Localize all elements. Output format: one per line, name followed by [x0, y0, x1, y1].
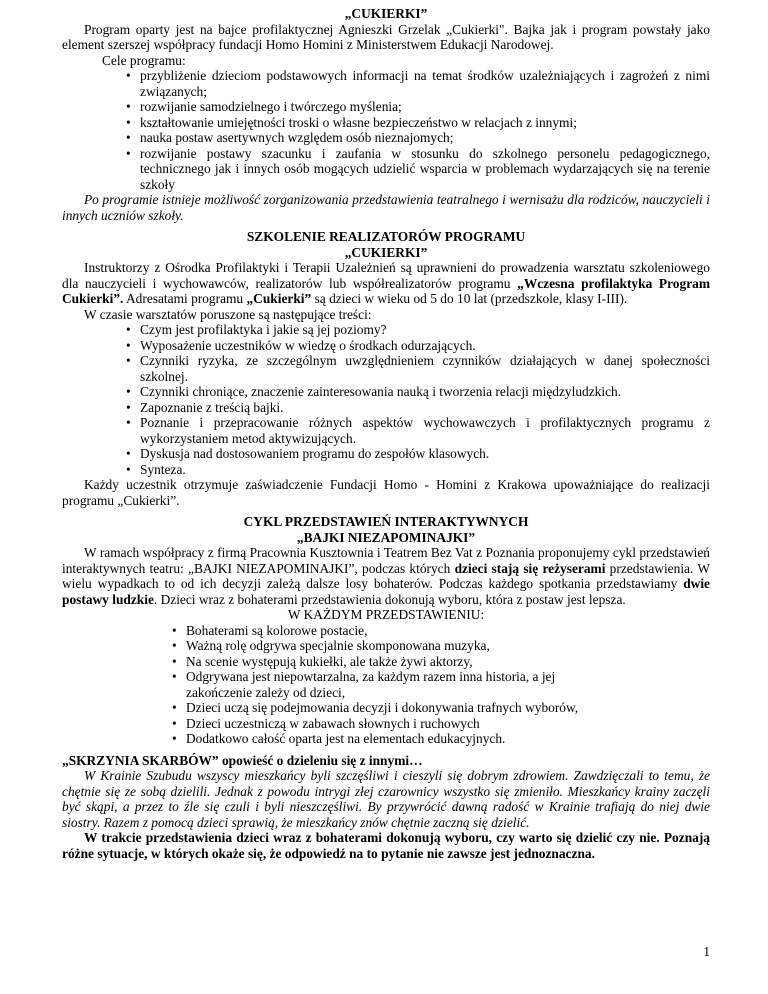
- list-item: • nauka postaw asertywnych względem osób nieznajomych;: [140, 130, 710, 146]
- list-item: • Czynniki ryzyka, ze szczególnym uwzględnieniem czynników działających w danej społeczności szkolnej.: [140, 353, 710, 384]
- section-title-training: SZKOLENIE REALIZATORÓW PROGRAMU: [246, 229, 526, 244]
- list-item: • Zapoznanie z treścią bajki.: [140, 400, 710, 416]
- section-subtitle-training: „CUKIERKI”: [344, 244, 428, 260]
- list-item: • Dyskusja nad dostosowaniem programu do zespołów klasowych.: [140, 446, 710, 462]
- theatre-note: Po programie istnieje możliwość zorganizowania przedstawienia teatralnego i wernisażu dla rodziców, nauczycieli i innych uczniów szkoły.: [62, 192, 710, 223]
- list-item: • Bohaterami są kolorowe postacie,: [186, 623, 616, 639]
- goals-label: Cele programu:: [102, 52, 186, 68]
- list-item: • Dzieci uczą się podejmowania decyzji i dokonywania trafnych wyborów,: [186, 700, 616, 716]
- cycle-paragraph: W ramach współpracy z firmą Pracownia Kusztownia i Teatrem Bez Vat z Poznania proponujemy cykl przedstawień interaktywnych teatru: „BAJKI NIEZAPOMINAJKI”, podczas których dzieci stają się reżyserami przedstawienia. W wielu wypadkach to od ich decyzji zależą dalsze losy bohaterów. Podczas każdego spotkania przedstawiamy dwie postawy ludzkie. Dzieci wraz z bohaterami przedstawienia dokonują wyboru, która z postaw jest lepsza.: [62, 545, 710, 607]
- goals-list: [62, 68, 710, 192]
- list-item: • Na scenie występują kukiełki, ale także żywi aktorzy,: [186, 654, 616, 670]
- section-title-treasure-chest: „SKRZYNIA SKARBÓW” opowieść o dzieleniu się z innymi…: [62, 752, 423, 768]
- topics-label: W czasie warsztatów poruszone są następujące treści:: [84, 306, 372, 322]
- list-item: • Dzieci uczestniczą w zabawach słownych i ruchowych: [186, 716, 616, 732]
- document-page: [62, 6, 710, 861]
- list-item: • Wyposażenie uczestników w wiedzę o środkach odurzających.: [140, 338, 710, 354]
- section-title-cukierki: „CUKIERKI”: [344, 6, 428, 21]
- story-paragraph: W Krainie Szubudu wszyscy mieszkańcy byli szczęśliwi i cieszyli się dobrym zdrowiem. Zawdzięczali to temu, że chętnie się ze sobą dzielili. Jednak z powodu intrygi złej czarownicy wszystko się zmieniło. Mieszkańcy krainy zaczęli być skąpi, a przez to źle się czuli i byli nieszczęśliwi. By przywrócić dawną radość w Krainie trafiają do niej dwie siostry. Razem z pomocą dzieci sprawią, że mieszkańcy znów chętnie zaczną się dzielić.: [62, 768, 710, 830]
- list-item: • Odgrywana jest niepowtarzalna, za każdym razem inna historia, a jej zakończenie zależy od dzieci,: [186, 669, 616, 700]
- list-item: • Poznanie i przepracowanie różnych aspektów wychowawczych i profilaktycznych programu z wykorzystaniem metod aktywizujących.: [140, 415, 710, 446]
- list-item: • rozwijanie samodzielnego i twórczego myślenia;: [140, 99, 710, 115]
- every-show-list: [186, 623, 616, 747]
- list-item: • Czym jest profilaktyka i jakie są jej poziomy?: [140, 322, 710, 338]
- section-title-cycle: CYKL PRZEDSTAWIEŃ INTERAKTYWNYCH: [243, 514, 529, 529]
- section-subtitle-cycle: „BAJKI NIEZAPOMINAJKI”: [296, 529, 476, 545]
- list-item: • przybliżenie dzieciom podstawowych informacji na temat środków uzależniających i zagrożeń z nimi związanych;: [140, 68, 710, 99]
- intro-paragraph: Program oparty jest na bajce profilaktycznej Agnieszki Grzelak „Cukierki". Bajka jak i program powstały jako element szerszej współpracy fundacji Homo Homini z Ministerstwem Edukacji Narodowej.: [62, 21, 710, 52]
- list-item: • Synteza.: [140, 462, 710, 478]
- every-show-label: W KAŻDYM PRZEDSTAWIENIU:: [287, 607, 485, 622]
- certificate-paragraph: Każdy uczestnik otrzymuje zaświadczenie Fundacji Homo - Homini z Krakowa upoważniające do realizacji programu „Cukierki”.: [62, 477, 710, 508]
- topics-list: [62, 322, 710, 477]
- list-item: • Dodatkowo całość oparta jest na elementach edukacyjnych.: [186, 731, 616, 747]
- list-item: • kształtowanie umiejętności troski o własne bezpieczeństwo w relacjach z innymi;: [140, 115, 710, 131]
- list-item: • Czynniki chroniące, znaczenie zainteresowania nauką i tworzenia relacji międzyludzkich.: [140, 384, 710, 400]
- list-item: • rozwijanie postawy szacunku i zaufania w stosunku do szkolnego personelu pedagogicznego, technicznego jak i innych osób mogących udzielić wsparcia w problemach wydarzających się na terenie szkoły: [140, 146, 710, 193]
- list-item: • Ważną rolę odgrywa specjalnie skomponowana muzyka,: [186, 638, 616, 654]
- training-paragraph: Instruktorzy z Ośrodka Profilaktyki i Terapii Uzależnień są uprawnieni do prowadzenia warsztatu szkoleniowego dla nauczycieli i wychowawców, realizatorów lub współrealizatorów programu „Wczesna profilaktyka Program Cukierki”. Adresatami programu „Cukierki” są dzieci w wieku od 5 do 10 lat (przedszkole, klasy I-III).: [62, 260, 710, 306]
- page-number: 1: [703, 944, 710, 959]
- choice-paragraph: W trakcie przedstawienia dzieci wraz z bohaterami dokonują wyboru, czy warto się dzielić czy nie. Poznają różne sytuacje, w których okaże się, że odpowiedź na to pytanie nie zawsze jest jednoznaczna.: [62, 830, 710, 861]
